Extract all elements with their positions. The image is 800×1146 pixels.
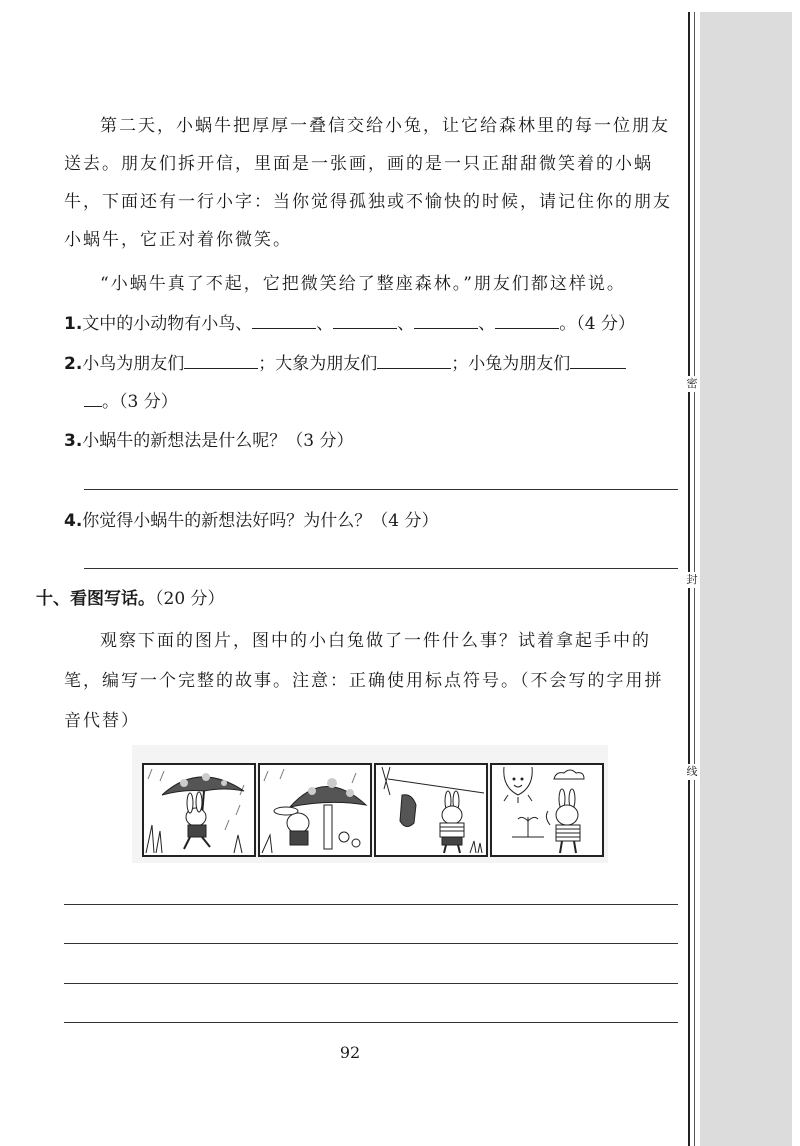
answer-blank[interactable] xyxy=(252,310,316,329)
comic-panel-2 xyxy=(258,763,372,857)
answer-line-q4[interactable] xyxy=(84,568,678,569)
question-1: 1.文中的小动物有小鸟、 、 、 、 。（4 分） xyxy=(64,310,635,337)
writing-line[interactable] xyxy=(64,1022,678,1023)
question-3: 3.小蜗牛的新想法是什么呢？（3 分） xyxy=(64,431,354,451)
page-number: 92 xyxy=(339,1043,361,1062)
answer-blank[interactable] xyxy=(570,350,626,369)
answer-blank[interactable] xyxy=(184,350,258,369)
question-score: （3 分） xyxy=(286,431,354,451)
question-1-text: 文中的小动物有小鸟、 xyxy=(82,314,253,334)
section-10-title: 十、看图写话。（20 分） xyxy=(36,589,225,609)
passage-paragraph-2: “小蜗牛真了不起，它把微笑给了整座森林。”朋友们都这样说。 xyxy=(100,274,626,294)
answer-blank[interactable] xyxy=(333,310,397,329)
question-number: 4. xyxy=(64,511,83,531)
question-2: 2.小鸟为朋友们 ；大象为朋友们 ；小兔为朋友们 xyxy=(64,350,626,377)
answer-blank[interactable] xyxy=(495,310,559,329)
question-score: （3 分） xyxy=(119,392,178,412)
writing-line[interactable] xyxy=(64,983,678,984)
question-number: 2. xyxy=(64,354,83,374)
seal-char-mi: 密 xyxy=(684,376,700,392)
question-score: （4 分） xyxy=(576,314,636,334)
question-score: （4 分） xyxy=(371,511,439,531)
writing-line[interactable] xyxy=(64,943,678,944)
comic-strip-illustration xyxy=(132,745,608,863)
comic-panel-4 xyxy=(490,763,604,857)
question-4: 4.你觉得小蜗牛的新想法好吗？为什么？（4 分） xyxy=(64,511,439,531)
section-score: （20 分） xyxy=(155,589,225,609)
passage-paragraph-1: 第二天，小蜗牛把厚厚一叠信交给小兔，让它给森林里的每一位朋友送去。朋友们拆开信，里面是一张画，画的是一只正甜甜微笑着的小蜗牛，下面还有一行小字：当你觉得孤独或不愉快的时候，请记住你的朋友小蜗牛，它正对着你微笑。 xyxy=(64,116,672,250)
answer-blank[interactable] xyxy=(414,310,478,329)
answer-blank[interactable] xyxy=(377,350,451,369)
binding-margin xyxy=(700,12,792,1146)
seal-char-xian: 线 xyxy=(684,764,700,780)
answer-blank-continued[interactable] xyxy=(84,388,102,407)
comic-panel-1 xyxy=(142,763,256,857)
question-number: 1. xyxy=(64,314,83,334)
section-10-instructions: 观察下面的图片，图中的小白兔做了一件什么事？试着拿起手中的笔，编写一个完整的故事。注意：正确使用标点符号。（不会写的字用拼音代替） xyxy=(64,631,664,731)
question-number: 3. xyxy=(64,431,83,451)
comic-panel-3 xyxy=(374,763,488,857)
seal-char-feng: 封 xyxy=(684,572,700,588)
writing-line[interactable] xyxy=(64,904,678,905)
answer-line-q3[interactable] xyxy=(84,489,678,490)
question-2-continued: 。（3 分） xyxy=(84,388,178,415)
